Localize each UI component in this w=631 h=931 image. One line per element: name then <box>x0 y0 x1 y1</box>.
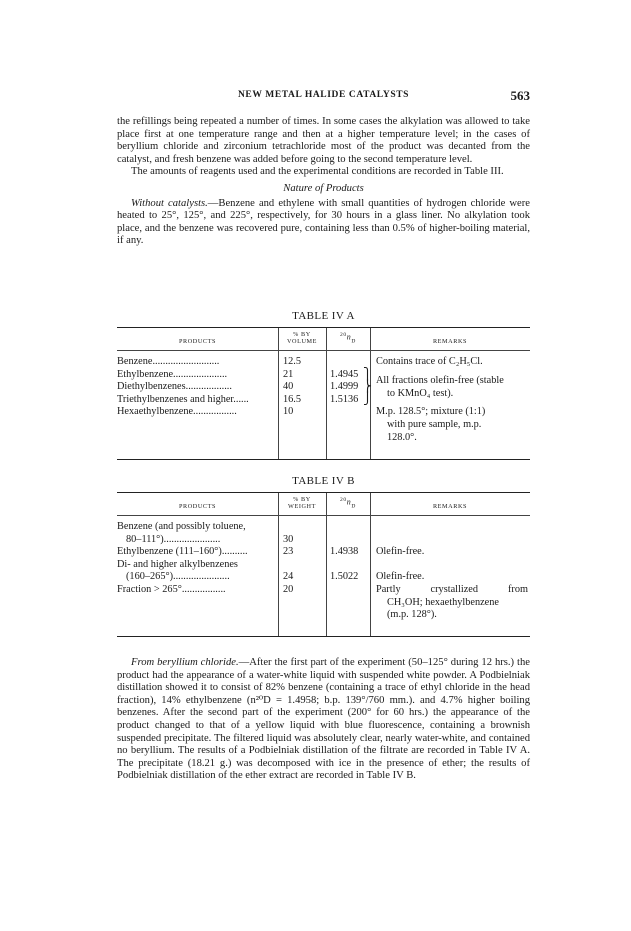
remark-cell: All fractions olefin-free (stable <box>376 375 504 386</box>
column-divider <box>326 493 327 636</box>
index-cell: 1.4945 <box>330 368 359 380</box>
remark-cell: 128.0°. <box>387 431 417 443</box>
section-heading: Nature of Products <box>283 182 364 194</box>
table-b <box>117 492 530 638</box>
paragraph-lead: Without catalysts. <box>131 197 208 209</box>
column-header-index: $^{20}n_D$ <box>340 332 356 345</box>
column-divider <box>278 493 279 636</box>
page-number: 563 <box>510 88 530 103</box>
amount-cell: 40 <box>283 381 294 393</box>
remark-cell: Olefin-free. <box>376 546 425 558</box>
remark-cell: Contains trace of C₂H₅Cl. <box>376 356 483 367</box>
running-head: NEW METAL HALIDE CATALYSTS <box>237 90 410 100</box>
column-header-remarks: REMARKS <box>432 503 468 510</box>
product-cell: Diethylbenzenes.................. <box>117 381 232 393</box>
column-header-amount: % BY VOLUME <box>286 331 318 345</box>
paragraph-beryllium <box>117 657 530 783</box>
product-cell: Di- and higher alkylbenzenes <box>117 558 238 570</box>
amount-cell: 24 <box>283 571 294 583</box>
product-cell: Benzene.......................... <box>117 356 220 367</box>
table-rule <box>117 350 530 351</box>
product-cell: 80–111°)...................... <box>126 533 221 545</box>
index-cell: 1.4938 <box>330 546 359 558</box>
remark-cell: (m.p. 128°). <box>387 609 437 621</box>
remark-cell: CH₃OH; hexaethylbenzene <box>387 596 499 608</box>
table-rule <box>117 636 530 637</box>
paragraph-without-catalysts <box>117 198 530 248</box>
table-a <box>117 327 530 461</box>
brace-mark: ⎭ <box>363 391 372 405</box>
remark-cell: M.p. 128.5°; mixture (1:1) <box>376 406 486 418</box>
index-cell: 1.4999 <box>330 381 359 393</box>
index-cell: 1.5022 <box>330 571 359 583</box>
remark-cell: Partly crystallized from <box>376 584 528 595</box>
product-cell: Benzene (and possibly toluene, <box>117 521 246 532</box>
product-cell: Fraction > 265°................. <box>117 584 226 595</box>
beryllium-text <box>117 657 530 783</box>
column-divider <box>278 328 279 459</box>
column-header-products: PRODUCTS <box>178 503 217 510</box>
table-b-title: TABLE IV B <box>292 475 355 487</box>
intro-text <box>117 116 530 248</box>
paragraph-lead: From beryllium chloride. <box>131 657 239 668</box>
amount-cell: 12.5 <box>283 356 302 367</box>
column-divider <box>326 328 327 459</box>
brace-mark: ⎬ <box>363 379 372 393</box>
paragraph-reagents: The amounts of reagents used and the experimental conditions are recorded in Table III. <box>131 166 504 178</box>
table-rule <box>117 492 530 493</box>
remark-cell: to KMnO₄ test). <box>387 387 454 399</box>
amount-cell: 23 <box>283 546 294 558</box>
paragraph-refillings: the refillings being repeated a number of times. In some cases the alkylation was allowed to take place first at one temperature range and then at a higher temperature level; in the cases of beryllium chloride and zirconium tetrachloride most of the product was decanted from the catalyst, and fresh benzene was added before going to the second temperature level. <box>117 116 530 165</box>
amount-cell: 16.5 <box>283 393 302 405</box>
paragraph-body: —After the first part of the experiment (50–125° during 12 hrs.) the product had the appearance of a water-white liquid with suspended white powder. A Podbielniak distillation showed it to consist of 82% benzene (containing a trace of ethyl chloride in the head fraction), 14% ethylbenzene (n²⁰D = 1.4958; b.p. 139°/760 mm.). and 4.7% higher boiling benzenes. After the second part of the experiment (200° for 60 hrs.) the appearance of the product changed to that of a yellow liquid with blue fluorescence, containing a brownish suspended precipitate. The filtered liquid was absolutely clear, nearly water-white, and contained no beryllium. The results of a Podbielniak distillation of the filtrate are recorded in Table IV A. The precipitate (18.21 g.) was decomposed with ice in the presence of ether; the results of Podbielniak distillation of the ether extract are recorded in Table IV B. <box>117 657 530 782</box>
column-header-products: PRODUCTS <box>178 338 217 345</box>
product-cell: (160–265°)...................... <box>126 571 230 583</box>
remark-cell: with pure sample, m.p. <box>387 419 482 430</box>
amount-cell: 21 <box>283 368 294 380</box>
table-rule <box>117 515 530 516</box>
amount-cell: 20 <box>283 584 294 595</box>
product-cell: Ethylbenzene (111–160°).......... <box>117 546 248 558</box>
amount-cell: 10 <box>283 406 294 418</box>
index-cell: 1.5136 <box>330 393 359 405</box>
column-header-amount: % BY WEIGHT <box>288 496 316 510</box>
remark-cell: Olefin-free. <box>376 571 425 583</box>
column-divider <box>370 493 371 636</box>
paragraph-body: —Benzene and ethylene with small quantities of hydrogen chloride were heated to 25°, 125°, and 225°, respectively, for 30 hours in a glass liner. No alkylation took place, and the benzene was recovered pure, containing less than 0.5% of higher-boiling material, if any. <box>117 197 530 247</box>
brace-mark: ⎫ <box>363 367 372 381</box>
product-cell: Triethylbenzenes and higher...... <box>117 393 249 405</box>
product-cell: Ethylbenzene..................... <box>117 368 228 380</box>
table-rule <box>117 459 530 460</box>
amount-cell: 30 <box>283 533 294 545</box>
column-header-index: $^{20}n_D$ <box>340 497 356 510</box>
column-header-remarks: REMARKS <box>432 338 468 345</box>
table-rule <box>117 327 530 328</box>
product-cell: Hexaethylbenzene................. <box>117 406 237 418</box>
page-header <box>117 88 530 104</box>
table-a-title: TABLE IV A <box>292 310 355 322</box>
